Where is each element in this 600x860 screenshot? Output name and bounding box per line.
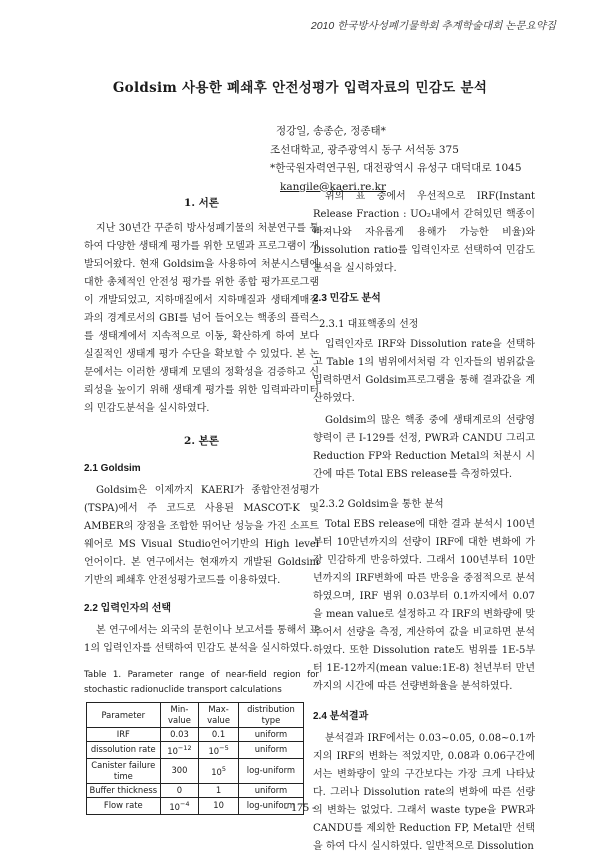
paper-title: Goldsim 사용한 폐쇄후 안전성평가 입력자료의 민감도 분석 <box>112 80 488 96</box>
table-cell-parameter: IRF <box>87 728 161 742</box>
table-header-cell: distribution type <box>238 703 303 728</box>
table-row <box>87 742 304 759</box>
table-cell-min: 0.03 <box>160 728 199 742</box>
table-row <box>87 728 304 742</box>
table-header-cell: Parameter <box>87 703 161 728</box>
left-column <box>84 188 319 815</box>
section-2-2-heading: 2.2 입력인자의 선택 <box>84 603 172 614</box>
table-cell-distribution: uniform <box>238 783 303 797</box>
table-cell-parameter: Flow rate <box>87 797 161 814</box>
table-cell-parameter: dissolution rate <box>87 742 161 759</box>
section-2-2-paragraph: 본 연구에서는 외국의 문헌이나 보고서를 통해서 표 1의 입력인자를 선택하여 민감도 분석을 실시하였다. <box>84 625 319 654</box>
author-names: 정강일, 송종순, 정종태* <box>276 125 386 137</box>
table-row <box>87 783 304 797</box>
section-2-heading: 2. 본론 <box>184 435 219 447</box>
parameter-table <box>86 702 304 815</box>
table-cell-min: 300 <box>160 758 199 783</box>
right-intro-paragraph: 위의 표 중에서 우선적으로 IRF(Instant Release Fraction : UO₂내에서 갇혀있던 핵종이 빠져나와 자유롭게 용해가 가능한 비율)와 Dissolution ratio를 입력인자로 선택하여 민감도 분석을 실시하였다. <box>313 191 535 274</box>
table-cell-distribution: log-uniform <box>238 797 303 814</box>
table-cell-parameter: Canister failure time <box>87 758 161 783</box>
page-number: - 175 - <box>284 800 316 814</box>
table-cell-min: $10^{-4}$ <box>160 797 199 814</box>
table-cell-distribution: uniform <box>238 742 303 759</box>
table-cell-max: $10^{-5}$ <box>199 742 239 759</box>
table-cell-max: $10^5$ <box>199 758 239 783</box>
author-email: kangile@kaeri.re.kr <box>280 180 387 193</box>
table-cell-max: 0.1 <box>199 728 239 742</box>
author-block <box>270 122 600 196</box>
affiliation-2: *한국원자력연구원, 대전광역시 유성구 대덕대로 1045 <box>270 162 522 174</box>
section-2-1-heading: 2.1 Goldsim <box>84 463 141 474</box>
affiliation-1: 조선대학교, 광주광역시 동구 서석동 375 <box>270 143 459 156</box>
section-2-3-2-paragraph: Total EBS release에 대한 결과 분석시 100년부터 10만년까지의 선량이 IRF에 대한 변화에 가장 민감하게 반응하였다. 그래서 100년부터 10만년까지의 IRF변화에 따른 반응을 중점적으로 분석하였으며, IRF 범위 0.03부터 0.1까지에서 0.07을 mean value로 설정하고 각 IRF의 변화량에 맞추어서 선량을 측정, 계산하여 값을 비교하면 분석하였다. 또한 Dissolution rate도 범위를 1E-5부터 1E-12까지(mean value:1E-8) 천년부터 만년까지의 시간에 따른 선량변화율을 분석하였다. <box>313 519 535 692</box>
table-cell-min: $10^{-12}$ <box>160 742 199 759</box>
section-2-1-paragraph: Goldsim은 이제까지 KAERI가 종합안전성평가(TSPA)에서 주 코드로 사용된 MASCOT-K 및 AMBER의 장점을 조합한 뛰어난 성능을 가진 소프트웨어로 MS Visual Studio언어기반의 High level 언어이다. 본 연구에서는 현재까지 개발된 Goldsim 기반의 폐쇄후 안전성평가코드를 이용하였다. <box>84 485 319 586</box>
table-row <box>87 758 304 783</box>
section-2-3-1-paragraph-1: 입력인자로 IRF와 Dissolution rate을 선택하고 Table 1의 범위에서처럼 각 인자들의 범위값을 입력하면서 Goldsim프로그램을 통해 결과값을 계산하였다. <box>313 339 535 404</box>
right-column <box>313 188 535 860</box>
table-cell-min: 0 <box>160 783 199 797</box>
table-header-cell: Min-value <box>160 703 199 728</box>
section-2-3-heading: 2.3 민감도 분석 <box>313 293 381 304</box>
table-cell-distribution: uniform <box>238 728 303 742</box>
section-2-4-paragraph: 분석결과 IRF에서는 0.03~0.05, 0.08~0.1까지의 IRF의 변화는 적었지만, 0.08과 0.06구간에서는 변화량이 앞의 구간보다는 가장 크게 나타났다. 그러나 Dissolution rate의 변화에 따른 선량의 변화는 없었다. 그래서 waste type을 PWR과 CANDU를 제외한 Reduction FP, Metal만 선택을 하여 다시 실시하였다. 일반적으로 Dissolution <box>313 733 535 852</box>
section-2-4-heading: 2.4 분석결과 <box>313 711 369 722</box>
table-cell-max: 1 <box>199 783 239 797</box>
table-cell-max: 10 <box>199 797 239 814</box>
table-cell-distribution: log-uniform <box>238 758 303 783</box>
table-cell-parameter: Buffer thickness <box>87 783 161 797</box>
table-header-row <box>87 703 304 728</box>
table-caption: Table 1. Parameter range of near-field region for stochastic radionuclide transport calculations <box>84 670 319 695</box>
conference-header: 2010 한국방사성폐기물학회 추계학술대회 논문요약집 <box>310 20 556 32</box>
table-header-cell: Max-value <box>199 703 239 728</box>
section-2-3-2-heading: 2.3.2 Goldsim을 통한 분석 <box>319 499 444 510</box>
section-1-heading: 1. 서론 <box>184 197 219 209</box>
section-1-paragraph: 지난 30년간 꾸준히 방사성폐기물의 처분연구를 통하여 다양한 생태계 평가를 위한 모델과 프로그램이 개발되어왔다. 현재 Goldsim을 사용하여 처분시스템에 대한 총체적인 안전성 평가를 위한 종합 평가프로그램이 개발되었고, 지하매질에서 지하매질과 생태계매질과의 경계로서의 GBI를 넘어 들어오는 핵종의 플럭스를 생태계에서 지속적으로 이동, 확산하게 하여 보다 실질적인 생태계 평가 수단을 확보할 수 있었다. 본 논문에서는 이러한 생태계 모델의 정확성을 검증하고 신뢰성을 높이기 위해 생태계 평가를 위한 입력파라미터의 민감도분석을 실시하였다. <box>84 223 319 414</box>
section-2-3-1-heading: 2.3.1 대표핵종의 선정 <box>319 319 419 330</box>
section-2-3-1-paragraph-2: Goldsim의 많은 핵종 중에 생태계로의 선량영향력이 큰 I-129를 선정, PWR과 CANDU 그리고 Reduction FP와 Reduction Metal의 처분시 시간에 따른 Total EBS release를 측정하였다. <box>313 415 535 480</box>
